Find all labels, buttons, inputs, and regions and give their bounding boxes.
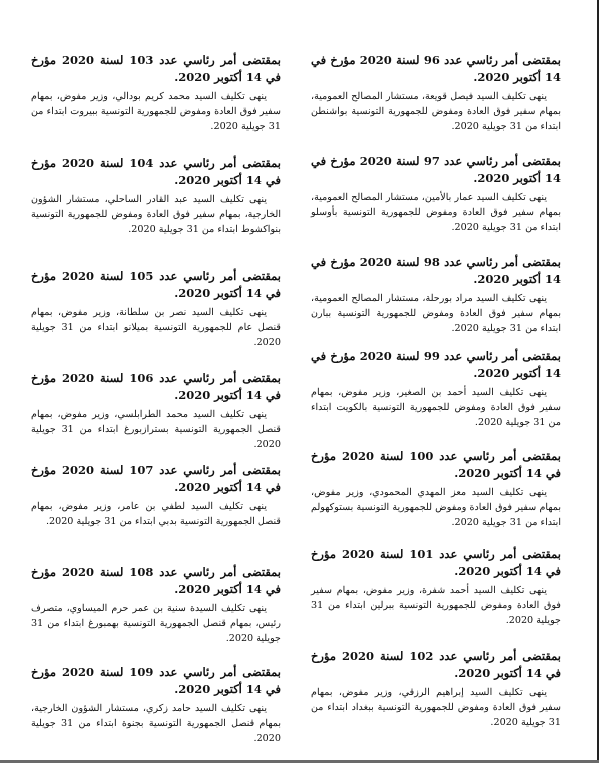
decree-heading: بمقتضى أمر رئاسي عدد 98 لسنة 2020 مؤرخ في 14 أكتوبر 2020. — [311, 255, 562, 286]
decree-body: ينهى تكليف السيد محمد الطرابلسي، وزير مفوض، بمهام قنصل الجمهورية التونسية بسترازبورغ ابتداء من 31 جويلية 2020. — [31, 409, 281, 450]
decree-heading: بمقتضى أمر رئاسي عدد 109 لسنة 2020 مؤرخ في 14 أكتوبر 2020. — [31, 665, 281, 696]
decree-body: ينهى تكليف السيد فيصل قويعة، مستشار المصالح العمومية، بمهام سفير فوق العادة ومفوض للجمهورية التونسية بواشنطن ابتداء من 31 جويلية 2020. — [311, 91, 561, 132]
decree-body: ينهى تكليف السيد لطفي بن عامر، وزير مفوض، بمهام قنصل الجمهورية التونسية بدبي ابتداء من 31 جويلية 2020. — [31, 501, 281, 527]
right-column — [311, 52, 561, 730]
decree-entry-106 — [31, 370, 281, 462]
decree-heading: بمقتضى أمر رئاسي عدد 103 لسنة 2020 مؤرخ في 14 أكتوبر 2020. — [31, 53, 281, 84]
decree-heading: بمقتضى أمر رئاسي عدد 99 لسنة 2020 مؤرخ في 14 أكتوبر 2020. — [311, 349, 562, 380]
decree-body: ينهى تكليف السيد أحمد بن الصغير، وزير مفوض، بمهام سفير فوق العادة ومفوض للجمهورية التونسية بالكويت ابتداء من 31 جويلية 2020. — [311, 387, 561, 428]
decree-entry-103 — [31, 52, 281, 155]
decree-heading: بمقتضى أمر رئاسي عدد 100 لسنة 2020 مؤرخ في 14 أكتوبر 2020. — [311, 449, 561, 480]
decree-entry-100 — [311, 448, 561, 546]
decree-entry-97 — [311, 153, 561, 254]
decree-heading: بمقتضى أمر رئاسي عدد 107 لسنة 2020 مؤرخ في 14 أكتوبر 2020. — [31, 463, 281, 494]
decree-heading: بمقتضى أمر رئاسي عدد 96 لسنة 2020 مؤرخ في 14 أكتوبر 2020. — [311, 53, 562, 84]
decree-entry-107 — [31, 462, 281, 564]
decree-body: ينهى تكليف السيد إبراهيم الرزقي، وزير مفوض، بمهام سفير فوق العادة ومفوض للجمهورية التونسية ببغداد ابتداء من 31 جويلية 2020. — [311, 687, 561, 728]
decree-body: ينهى تكليف السيد عمار بالأمين، مستشار المصالح العمومية، بمهام سفير فوق العادة ومفوض للجمهورية التونسية بأوسلو ابتداء من 31 جويلية 2020. — [311, 192, 561, 233]
decree-body: ينهى تكليف السيد مراد بورحلة، مستشار المصالح العمومية، بمهام سفير فوق العادة ومفوض للجمهورية التونسية ببارن ابتداء من 31 جويلية 2020. — [311, 293, 561, 334]
decree-body: ينهى تكليف السيد نصر بن سلطانة، وزير مفوض، بمهام قنصل عام للجمهورية التونسية بميلانو ابتداء من 31 جويلية 2020. — [31, 307, 282, 348]
decree-entry-98 — [311, 254, 561, 348]
decree-heading: بمقتضى أمر رئاسي عدد 102 لسنة 2020 مؤرخ في 14 أكتوبر 2020. — [311, 649, 561, 680]
decree-heading: بمقتضى أمر رئاسي عدد 106 لسنة 2020 مؤرخ في 14 أكتوبر 2020. — [31, 371, 281, 402]
decree-body: ينهى تكليف السيد حامد زكري، مستشار الشؤون الخارجية، بمهام قنصل الجمهورية التونسية بجنوة ابتداء من 31 جويلية 2020. — [31, 703, 281, 744]
decree-entry-104 — [31, 155, 281, 268]
decree-entry-101 — [311, 546, 561, 648]
decree-heading: بمقتضى أمر رئاسي عدد 101 لسنة 2020 مؤرخ في 14 أكتوبر 2020. — [311, 547, 561, 578]
left-column — [31, 52, 281, 746]
decree-heading: بمقتضى أمر رئاسي عدد 104 لسنة 2020 مؤرخ في 14 أكتوبر 2020. — [31, 156, 281, 187]
decree-heading: بمقتضى أمر رئاسي عدد 108 لسنة 2020 مؤرخ في 14 أكتوبر 2020. — [31, 565, 281, 596]
decree-body: ينهى تكليف السيد معز المهدي المحمودي، وزير مفوض، بمهام سفير فوق العادة ومفوض للجمهورية التونسية بستوكهولم ابتداء من 31 جويلية 2020. — [311, 487, 561, 528]
decree-body: ينهى تكليف السيد أحمد شفرة، وزير مفوض، بمهام سفير فوق العادة ومفوض للجمهورية التونسية ببرلين ابتداء من 31 جويلية 2020. — [311, 585, 561, 626]
decree-entry-105 — [31, 268, 281, 370]
decree-entry-108 — [31, 564, 281, 664]
decree-heading: بمقتضى أمر رئاسي عدد 97 لسنة 2020 مؤرخ في 14 أكتوبر 2020. — [311, 154, 562, 185]
decree-body: ينهى تكليف السيد عبد القادر الساحلي، مستشار الشؤون الخارجية، بمهام سفير فوق العادة ومفوض للجمهورية التونسية بنواكشوط ابتداء من 31 جويلية 2020. — [31, 194, 281, 235]
decree-body: ينهى تكليف السيدة سنية بن عمر حرم الميساوي، متصرف رئيس، بمهام قنصل الجمهورية التونسية بهمبورغ ابتداء من 31 جويلية 2020. — [31, 603, 281, 644]
decree-entry-96 — [311, 52, 561, 153]
decree-entry-109 — [31, 664, 281, 746]
decree-entry-99 — [311, 348, 561, 448]
decree-entry-102 — [311, 648, 561, 730]
decree-body: ينهى تكليف السيد محمد كريم بودالي، وزير مفوض، بمهام سفير فوق العادة ومفوض للجمهورية التونسية ببيروت ابتداء من 31 جويلية 2020. — [31, 91, 281, 132]
decree-heading: بمقتضى أمر رئاسي عدد 105 لسنة 2020 مؤرخ في 14 أكتوبر 2020. — [31, 269, 281, 300]
